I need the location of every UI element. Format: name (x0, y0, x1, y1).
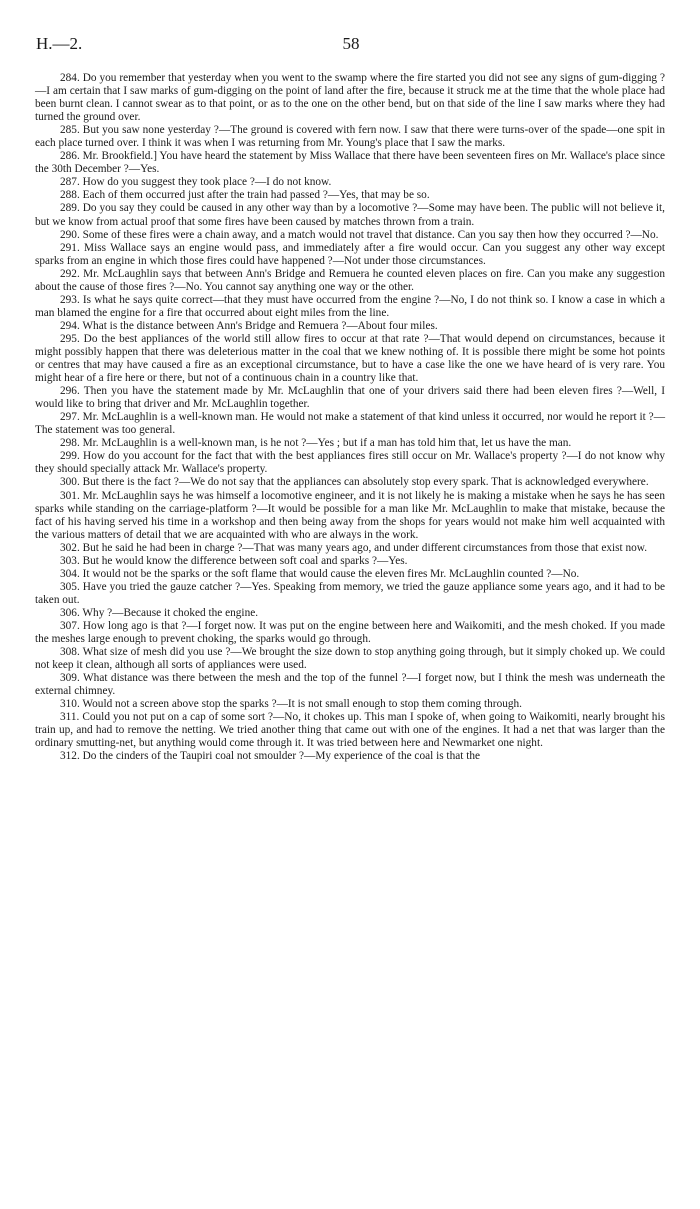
paragraph-301: 301. Mr. McLaughlin says he was himself a locomotive engineer, and it is not likely he is making a mistake when he says he has seen sparks while standing on the carriage-platform ?—It would be possible for a man like Mr. McLaughlin to make that mistake, because the fact of his having served his time in a workshop and then being away from the shops for years would not make him well acquainted with the various matters of detail that we are acquainted with who are always in the work. (35, 489, 665, 541)
paragraph-286: 286. Mr. Brookfield.] You have heard the statement by Miss Wallace that there have been seventeen fires on Mr. Wallace's place since the 30th December ?—Yes. (35, 150, 665, 176)
paragraph-305: 305. Have you tried the gauze catcher ?—Yes. Speaking from memory, we tried the gauze appliance some years ago, and it had to be taken out. (35, 580, 665, 606)
paragraph-307: 307. How long ago is that ?—I forget now. It was put on the engine between here and Waikomiti, and the mesh choked. If you made the meshes large enough to prevent choking, the sparks would go through. (35, 619, 665, 646)
paragraph-295: 295. Do the best appliances of the world still allow fires to occur at that rate ?—That would depend on circumstances, because it might possibly happen that there was deleterious matter in the coal that we knew nothing of. It is possible there might be some hot points or centres that may have caused a fire as an exceptional circumstance, but to have a case like the one we have heard of is very rare. You might hear of a fire here or there, but not of a continuous chain in a country like that. (35, 332, 665, 385)
paragraph-293: 293. Is what he says quite correct—that they must have occurred from the engine ?—No, I do not think so. I know a case in which a man blamed the engine for a fire that occurred about eight miles from the line. (35, 293, 665, 319)
paragraph-300: 300. But there is the fact ?—We do not say that the appliances can absolutely stop every spark. That is acknowledged everywhere. (60, 476, 649, 489)
paragraph-289: 289. Do you say they could be caused in any other way than by a locomotive ?—Some may have been. The public will not believe it, but we know from actual proof that some fires have been caused by matches thrown from a train. (35, 202, 665, 228)
document-reference: H.—2. (36, 34, 83, 53)
paragraph-285: 285. But you saw none yesterday ?—The ground is covered with fern now. I saw that there were turns-over of the spade—one spit in each place turned over. I think it was when I was returning from Mr. Young's place that I saw the marks. (35, 124, 665, 150)
paragraph-311: 311. Could you not put on a cap of some sort ?—No, it chokes up. This man I spoke of, when going to Waikomiti, nearly brought his train up, and had to remove the netting. We tried another thing that came out with one of the engines. It had a net that was larger than the ordinary smutting-net, but anything would come through it. It was tried between here and Newmarket one night. (35, 711, 665, 750)
paragraph-287: 287. How do you suggest they took place ?—I do not know. (60, 176, 332, 189)
paragraph-288: 288. Each of them occurred just after the train had passed ?—Yes, that may be so. (60, 189, 430, 202)
paragraph-308: 308. What size of mesh did you use ?—We brought the size down to stop anything going through, but it simply choked up. We could not keep it clean, although all sorts of appliances were used. (35, 646, 665, 672)
page-header (36, 34, 666, 56)
paragraph-296: 296. Then you have the statement made by Mr. McLaughlin that one of your drivers said there had been eleven fires ?—Well, I would like to bring that driver and Mr. McLaughlin together. (35, 385, 665, 411)
paragraph-309: 309. What distance was there between the mesh and the top of the funnel ?—I forget now, but I think the mesh was underneath the external chimney. (35, 672, 665, 698)
paragraph-304: 304. It would not be the sparks or the soft flame that would cause the eleven fires Mr. McLaughlin counted ?—No. (60, 567, 580, 580)
paragraph-302: 302. But he said he had been in charge ?—That was many years ago, and under different circumstances from those that exist now. (60, 541, 648, 554)
document-body (35, 72, 665, 763)
paragraph-284: 284. Do you remember that yesterday when you went to the swamp where the fire started you did not see any signs of gum-digging ?—I am certain that I saw marks of gum-digging on the point of land after the fire, because it struck me at the time that the whole place had been burnt clean. I cannot swear as to that point, or as to the one on the other bend, but on that side of the line I saw marks where they had turned the ground over. (35, 72, 665, 124)
paragraph-306: 306. Why ?—Because it choked the engine. (60, 606, 259, 619)
paragraph-291: 291. Miss Wallace says an engine would pass, and immediately after a fire would occur. Can you suggest any other way except sparks from an engine in which those fires could have happened ?—Not under those circumstances. (35, 241, 665, 267)
paragraph-292: 292. Mr. McLaughlin says that between Ann's Bridge and Remuera he counted eleven places on fire. Can you make any suggestion about the cause of those fires ?—No. You cannot say anything one way or the other. (35, 267, 665, 293)
paragraph-310: 310. Would not a screen above stop the sparks ?—It is not small enough to stop them coming through. (60, 698, 522, 711)
paragraph-299: 299. How do you account for the fact that with the best appliances fires still occur on Mr. Wallace's property ?—I do not know why they should specially attack Mr. Wallace's property. (35, 450, 665, 476)
paragraph-312: 312. Do the cinders of the Taupiri coal not smoulder ?—My experience of the coal is that the (60, 750, 480, 763)
page-number: 58 (342, 34, 360, 53)
paragraph-290: 290. Some of these fires were a chain away, and a match would not travel that distance. Can you say then how they occurred ?—No. (60, 228, 659, 241)
paragraph-303: 303. But he would know the difference between soft coal and sparks ?—Yes. (60, 554, 408, 567)
paragraph-297: 297. Mr. McLaughlin is a well-known man. He would not make a statement of that kind unless it occurred, nor would he report it ?—The statement was too general. (35, 411, 665, 437)
paragraph-294: 294. What is the distance between Ann's Bridge and Remuera ?—About four miles. (60, 319, 438, 332)
paragraph-298: 298. Mr. McLaughlin is a well-known man, is he not ?—Yes ; but if a man has told him that, let us have the man. (60, 437, 572, 450)
